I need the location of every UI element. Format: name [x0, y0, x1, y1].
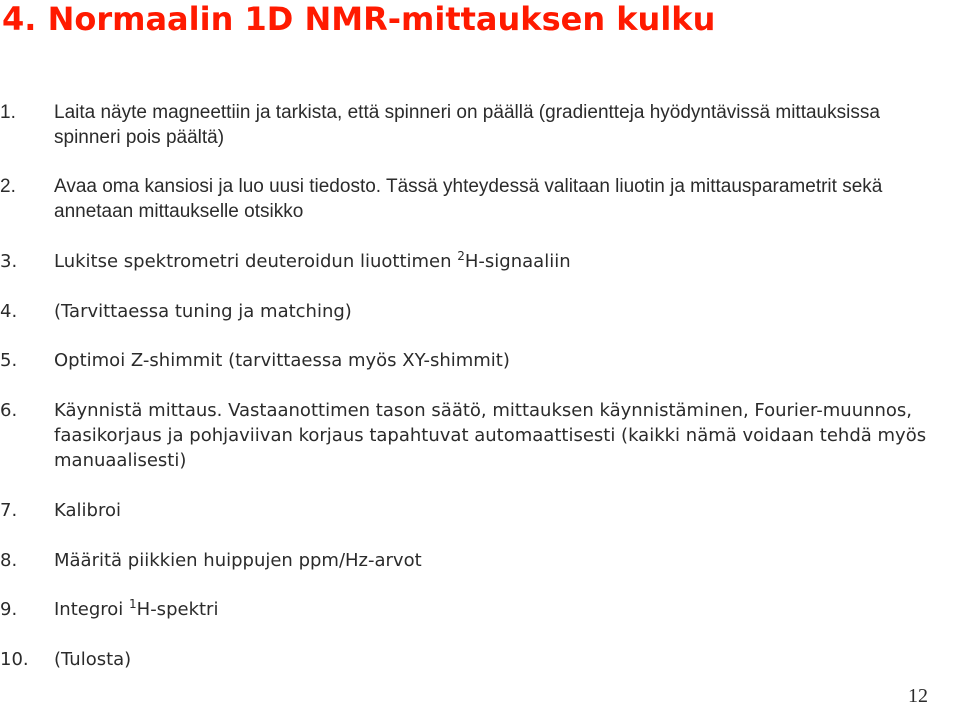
list-item-number: 6. — [0, 400, 18, 421]
list-item-1 — [0, 100, 948, 150]
list-item-4 — [0, 299, 948, 324]
list-item-text: (Tarvittaessa tuning ja matching) — [54, 301, 352, 322]
list-item-number: 3. — [0, 251, 18, 272]
list-item-text: Optimoi Z-shimmit (tarvittaessa myös XY-shimmit) — [54, 350, 510, 371]
list-item-text-after: H-signaaliin — [464, 251, 571, 272]
list-item-9 — [0, 597, 948, 622]
list-item-text — [54, 249, 948, 274]
list-item-3 — [0, 249, 948, 274]
list-item-text: Avaa oma kansiosi ja luo uusi tiedosto. Tässä yhteydessä valitaan liuotin ja mittausparametrit sekä annetaan mittaukselle otsikko — [54, 176, 883, 222]
list-item-text — [54, 597, 948, 622]
list-item-number: 8. — [0, 550, 18, 571]
list-item-number: 7. — [0, 500, 18, 521]
list-item-6 — [0, 398, 948, 473]
list-item-5 — [0, 348, 948, 373]
list-item-text: Määritä piikkien huippujen ppm/Hz-arvot — [54, 550, 422, 571]
isotope-superscript: 2 — [457, 249, 465, 263]
list-item-text-after: H-spektri — [136, 599, 219, 620]
list-item-8 — [0, 548, 948, 573]
list-item-number: 1. — [0, 102, 16, 123]
isotope-superscript: 1 — [129, 597, 137, 611]
list-item-text-before: Integroi — [54, 599, 130, 620]
list-item-text: (Tulosta) — [54, 649, 132, 670]
list-item-text: Kalibroi — [54, 500, 121, 521]
list-item-number: 4. — [0, 301, 18, 322]
list-item-text-before: Lukitse spektrometri deuteroidun liuottimen — [54, 251, 458, 272]
list-item-number: 9. — [0, 599, 18, 620]
list-item-10 — [0, 647, 948, 672]
list-item-number: 10. — [0, 649, 29, 670]
list-item-number: 5. — [0, 350, 18, 371]
list-item-text: Laita näyte magneettiin ja tarkista, että spinneri on päällä (gradientteja hyödyntävissä mittauksissa spinneri pois päältä) — [54, 102, 880, 148]
list-item-number: 2. — [0, 176, 16, 197]
list-item-7 — [0, 498, 948, 523]
slide-title: 4. Normaalin 1D NMR-mittauksen kulku — [2, 0, 716, 38]
list-item-2 — [0, 174, 948, 224]
list-item-text: Käynnistä mittaus. Vastaanottimen tason säätö, mittauksen käynnistäminen, Fourier-muunnos, faasikorjaus ja pohjaviivan korjaus tapahtuvat automaattisesti (kaikki nämä voidaan tehdä myös manuaalisesti) — [54, 400, 927, 471]
page-number: 12 — [908, 685, 928, 707]
